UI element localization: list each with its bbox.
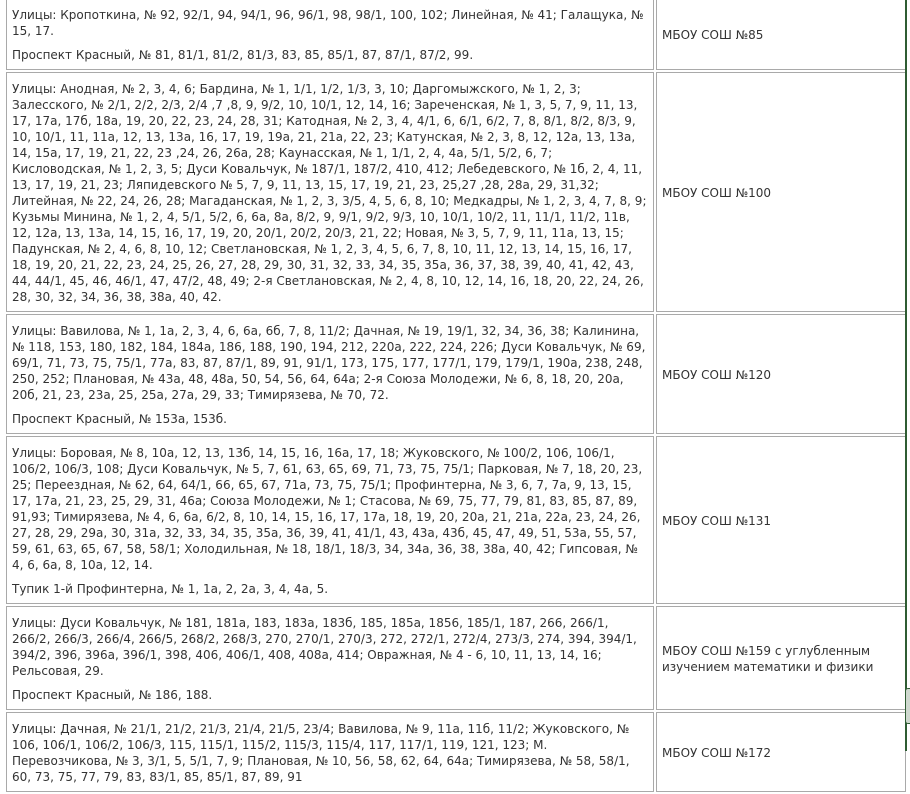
- streets-cell: [6, 436, 654, 604]
- streets-text: Улицы: Боровая, № 8, 10а, 12, 13, 13б, 14, 15, 16, 16а, 17, 18; Жуковского, № 100/2, 106, 106/1, 106/2, 106/3, 108; Дуси Ковальчук, № 5, 7, 61, 63, 65, 69, 71, 73, 75, 75/1; Парковая, № 7, 18, 20, 23, 25; Переездная, № 62, 64, 64/1, 66, 65, 67, 71а, 73, 75, 75/1; Профинтерна, № 3, 6, 7, 7а, 9, 13, 15, 17, 17а, 21, 23, 25, 29, 31, 46а; Союза Молодежи, № 1; Стасова, № 69, 75, 77, 79, 81, 83, 85, 87, 89, 91,93; Тимирязева, № 4, 6, 6а, 6/2, 8, 10, 14, 15, 16, 17, 17а, 18, 19, 20, 20а, 21, 21а, 22а, 23, 24, 26, 27, 28, 29, 29а, 30, 31а, 32, 33, 34, 35, 35а, 36, 39, 41, 41/1, 43, 43а, 43б, 45, 47, 49, 51, 53а, 55, 57, 59, 61, 63, 65, 67, 58, 58/1; Холодильная, № 18, 18/1, 18/3, 34, 34а, 36, 38, 38а, 40, 42; Гипсовая, № 4, 6, 6а, 8, 10а, 12, 14.: [12, 446, 643, 572]
- school-districts-table: [4, 0, 908, 794]
- streets-cell: [6, 314, 654, 434]
- streets-cell: [6, 712, 654, 792]
- school-cell: МБОУ СОШ №172: [656, 712, 906, 792]
- streets-text: Тупик 1-й Профинтерна, № 1, 1а, 2, 2а, 3, 4, 4а, 5.: [12, 582, 329, 596]
- table-row: [6, 436, 906, 604]
- school-cell: МБОУ СОШ №85: [656, 0, 906, 70]
- streets-text: Улицы: Дачная, № 21/1, 21/2, 21/3, 21/4, 21/5, 23/4; Вавилова, № 9, 11а, 11б, 11/2; Жуковского, № 106, 106/1, 106/2, 106/3, 115, 115/1, 115/2, 115/3, 115/4, 117, 117/1, 119, 121, 123; М. Перевозчикова, № 3, 3/1, 5, 5/1, 7, 9; Плановая, № 10, 56, 58, 62, 64, 64а; Тимирязева, № 58, 58/1, 60, 73, 75, 77, 79, 83, 83/1, 85, 85/1, 87, 89, 91: [12, 722, 630, 784]
- table-row: [6, 712, 906, 792]
- streets-cell: [6, 606, 654, 710]
- streets-text: Улицы: Анодная, № 2, 3, 4, 6; Бардина, № 1, 1/1, 1/2, 1/3, 3, 10; Даргомыжского, № 1, 2, 3; Залесского, № 2/1, 2/2, 2/3, 2/4 ,7 ,8, 9, 9/2, 10, 10/1, 12, 14, 16; Зареченская, № 1, 3, 5, 7, 9, 11, 13, 17, 17а, 17б, 18а, 19, 20, 22, 23, 24, 28, 31; Катодная, № 2, 3, 4, 4/1, 6, 6/1, 6/2, 7, 8, 8/1, 8/2, 8/3, 9, 10, 10/1, 11, 11а, 12, 13, 13а, 16, 17, 19, 19а, 21, 21а, 22, 23; Катунская, № 2, 3, 8, 12, 12а, 13, 13а, 14, 15а, 17, 19, 21, 22, 23 ,24, 26, 26а, 28; Каунасская, № 1, 1/1, 2, 4, 4а, 5/1, 5/2, 6, 7; Кисловодская, № 1, 2, 3, 5; Дуси Ковальчук, № 187/1, 187/2, 410, 412; Лебедевского, № 1б, 2, 4, 11, 13, 17, 19, 21, 23; Ляпидевского № 5, 7, 9, 11, 13, 15, 17, 19, 21, 23, 25,27 ,28, 28а, 29, 31,32; Литейная, № 22, 24, 26, 28; Магаданская, № 1, 2, 3, 3/5, 4, 5, 6, 8, 10; Медкадры, № 1, 2, 3, 4, 7, 8, 9; Кузьмы Минина, № 1, 2, 4, 5/1, 5/2, 6, 6а, 8а, 8/2, 9, 9/1, 9/2, 9/3, 10, 10/1, 10/2, 11, 11/1, 11/2, 11в, 12, 12а, 13, 13а, 14, 15, 16, 17, 19, 20, 20/1, 20/2, 20/3, 21, 22; Новая, № 3, 5, 7, 9, 11, 11а, 13, 15; Падунская, № 2, 4, 6, 8, 10, 12; Светлановская, № 1, 2, 3, 4, 5, 6, 7, 8, 10, 11, 12, 13, 14, 15, 16, 17, 18, 19, 20, 21, 22, 23, 24, 25, 26, 27, 28, 29, 30, 31, 32, 33, 34, 35, 35а, 36, 37, 38, 39, 40, 41, 42, 43, 44, 44/1, 45, 46, 46/1, 47, 47/2, 48, 49; 2-я Светлановская, № 2, 4, 8, 10, 12, 14, 16, 18, 20, 22, 24, 26, 28, 30, 32, 34, 36, 38, 38а, 40, 42.: [12, 82, 647, 304]
- page-border: [905, 0, 907, 751]
- streets-text: Проспект Красный, № 81, 81/1, 81/2, 81/3, 83, 85, 85/1, 87, 87/1, 87/2, 99.: [12, 48, 474, 62]
- table-row: [6, 314, 906, 434]
- school-cell: МБОУ СОШ №120: [656, 314, 906, 434]
- table-row: [6, 72, 906, 312]
- school-cell: МБОУ СОШ №159 с углубленным изучением математики и физики: [656, 606, 906, 710]
- streets-text: Улицы: Кропоткина, № 92, 92/1, 94, 94/1, 96, 96/1, 98, 98/1, 100, 102; Линейная, № 41; Галащука, № 15, 17.: [12, 8, 644, 38]
- streets-text: Улицы: Вавилова, № 1, 1а, 2, 3, 4, 6, 6а, 6б, 7, 8, 11/2; Дачная, № 19, 19/1, 32, 34, 36, 38; Калинина, № 118, 153, 180, 182, 184, 184а, 186, 188, 190, 194, 212, 220а, 222, 224, 226; Дуси Ковальчук, № 69, 69/1, 71, 73, 75, 75/1, 77а, 83, 87, 87/1, 89, 91, 91/1, 173, 175, 177, 177/1, 179, 179/1, 190а, 238, 248, 250, 252; Плановая, № 43а, 48, 48а, 50, 54, 56, 64, 64а; 2-я Союза Молодежи, № 6, 8, 18, 20, 20а, 20б, 21, 23, 23а, 25, 25а, 27а, 29, 33; Тимирязева, № 70, 72.: [12, 324, 646, 402]
- streets-cell: [6, 72, 654, 312]
- table-row: [6, 606, 906, 710]
- streets-text: Проспект Красный, № 153а, 153б.: [12, 412, 227, 426]
- streets-text: Улицы: Дуси Ковальчук, № 181, 181а, 183, 183а, 183б, 185, 185а, 1856, 185/1, 187, 266, 266/1, 266/2, 266/3, 266/4, 266/5, 268/2, 268/3, 270, 270/1, 270/3, 272, 272/1, 272/4, 273/3, 274, 394, 394/1, 394/2, 396, 396а, 396/1, 398, 406, 406/1, 408, 408а, 414; Овражная, № 4 - 6, 10, 11, 13, 14, 16; Рельсовая, 29.: [12, 616, 637, 678]
- school-cell: МБОУ СОШ №131: [656, 436, 906, 604]
- table-row: [6, 0, 906, 70]
- streets-text: Проспект Красный, № 186, 188.: [12, 688, 213, 702]
- school-cell: МБОУ СОШ №100: [656, 72, 906, 312]
- streets-cell: [6, 0, 654, 70]
- edge-widget-icon[interactable]: [905, 688, 910, 724]
